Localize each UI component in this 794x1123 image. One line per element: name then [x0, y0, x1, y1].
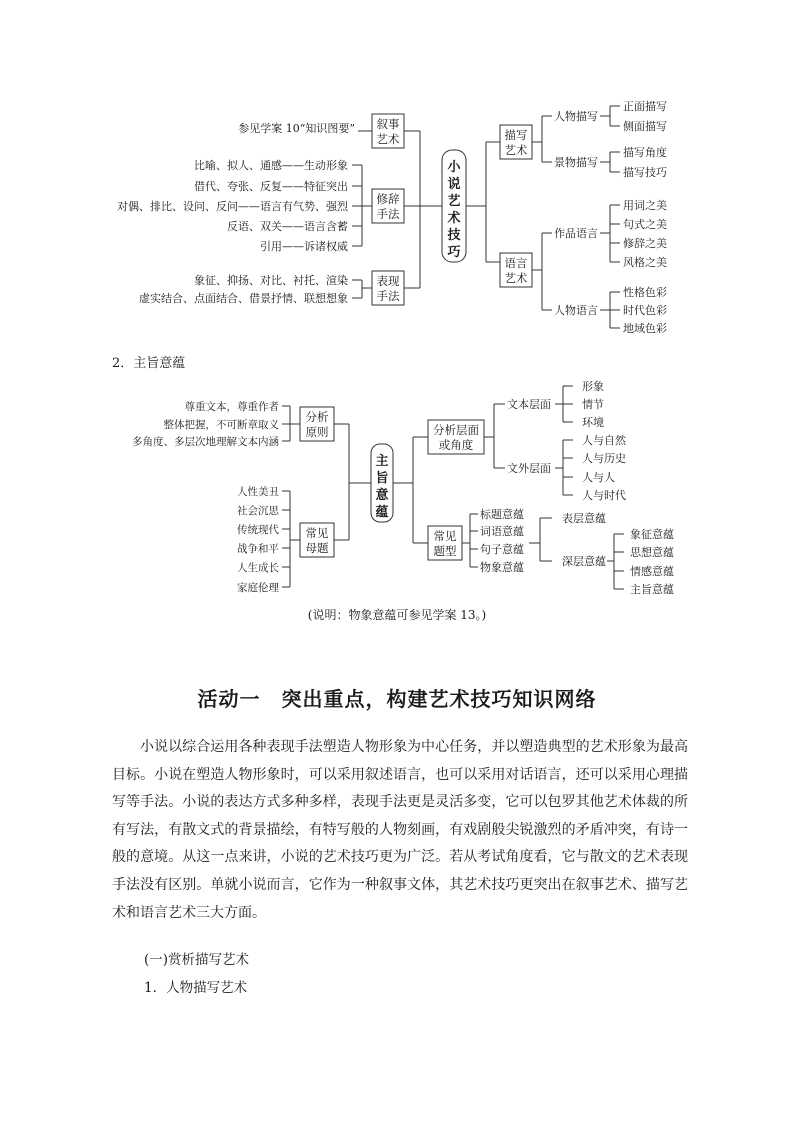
- leaf-item: 对偶、排比、设问、反问——语言有气势、强烈: [117, 200, 348, 213]
- leaf-item: 描写角度: [623, 146, 667, 159]
- box-label: 艺术: [376, 132, 400, 146]
- box-label: 手法: [376, 289, 400, 303]
- leaf-item: 人与时代: [582, 489, 626, 502]
- leaf-item: 侧面描写: [623, 120, 667, 133]
- branch-label: 作品语言: [554, 227, 598, 240]
- center-char: 意: [375, 488, 389, 503]
- leaf-item: 家庭伦理: [237, 582, 279, 594]
- leaf-item: 社会沉思: [237, 505, 279, 517]
- activity-title: 活动一 突出重点，构建艺术技巧知识网络: [197, 687, 597, 711]
- leaf-item: 形象: [582, 380, 604, 393]
- leaf-item: 反语、双关——语言含蓄: [227, 220, 348, 233]
- center-char: 技: [447, 228, 461, 243]
- leaf-item: 人与人: [582, 471, 615, 484]
- center-char: 巧: [447, 245, 461, 260]
- leaf-item: 引用——诉诸权威: [260, 240, 348, 253]
- leaf-item: 参见学案 10“知识图要”: [238, 122, 355, 135]
- leaf-item: 正面描写: [623, 100, 667, 113]
- section-heading: 2．主旨意蕴: [112, 356, 186, 371]
- box-label: 分析层面: [433, 423, 479, 437]
- center-char: 蕴: [375, 505, 389, 520]
- box-label: 分析: [305, 410, 329, 424]
- leaf-item: 描写技巧: [623, 166, 667, 179]
- leaf-item: 战争和平: [237, 543, 279, 555]
- center-char: 旨: [375, 471, 389, 486]
- center-char: 小: [447, 160, 461, 175]
- leaf-item: 多角度、多层次地理解文本内涵: [132, 436, 279, 448]
- branch-label: 人物语言: [554, 304, 598, 317]
- branch-label: 深层意蕴: [562, 555, 606, 568]
- leaf-item: 地域色彩: [623, 322, 667, 335]
- branch-label: 人物描写: [554, 110, 598, 123]
- box-label: 手法: [376, 207, 400, 221]
- branch-label: 景物描写: [554, 156, 598, 169]
- diagram-note: (说明：物象意蕴可参见学案 13。): [307, 608, 487, 622]
- leaf-item: 人性美丑: [237, 486, 279, 498]
- leaf-item: 性格色彩: [623, 286, 667, 299]
- branch-label: 表层意蕴: [562, 512, 606, 525]
- box-label: 艺术: [504, 143, 528, 157]
- leaf-item: 整体把握，不可断章取义: [163, 419, 279, 431]
- box-label: 描写: [504, 128, 528, 142]
- leaf-item: 象征意蕴: [630, 528, 674, 541]
- center-char: 主: [375, 454, 389, 469]
- leaf-item: 虚实结合、点面结合、借景抒情、联想想象: [139, 292, 348, 305]
- leaf-item: 尊重文本，尊重作者: [184, 401, 279, 413]
- box-label: 艺术: [504, 271, 528, 285]
- leaf-item: 思想意蕴: [630, 546, 674, 559]
- leaf-item: 情节: [582, 398, 604, 411]
- leaf-item: 比喻、拟人、通感——生动形象: [194, 159, 348, 172]
- leaf-item: 用词之美: [623, 199, 667, 212]
- center-char: 说: [447, 177, 461, 192]
- leaf-item: 人与自然: [582, 434, 626, 447]
- theme-meaning-mindmap: [0, 372, 794, 602]
- leaf-item: 标题意蕴: [480, 508, 524, 521]
- subheading: (一)赏析描写艺术: [144, 952, 250, 968]
- leaf-item: 物象意蕴: [480, 561, 524, 574]
- box-label: 母题: [305, 541, 329, 555]
- leaf-item: 人与历史: [582, 452, 626, 465]
- leaf-item: 时代色彩: [623, 304, 667, 317]
- subheading: 1．人物描写艺术: [144, 980, 248, 996]
- box-label: 修辞: [376, 192, 400, 206]
- leaf-item: 情感意蕴: [630, 565, 674, 578]
- leaf-item: 环境: [582, 416, 604, 429]
- box-label: 语言: [504, 256, 528, 270]
- leaf-item: 象征、抑扬、对比、衬托、渲染: [194, 274, 348, 287]
- box-label: 常见: [305, 526, 329, 540]
- art-techniques-mindmap: [0, 0, 794, 350]
- body-paragraph: 小说以综合运用各种表现手法塑造人物形象为中心任务，并以塑造典型的艺术形象为最高目标。小说在塑造人物形象时，可以采用叙述语言，也可以采用对话语言，还可以采用心理描写等手法。小说的表达方式多种多样，表现手法更是灵活多变，它可以包罗其他艺术体裁的所有写法，有散文式的背景描绘，有特写般的人物刻画，有戏剧般尖锐激烈的矛盾冲突，有诗一般的意境。从这一点来讲，小说的艺术技巧更为广泛。若从考试角度看，它与散文的艺术表现手法没有区别。单就小说而言，它作为一种叙事文体，其艺术技巧更突出在叙事艺术、描写艺术和语言艺术三大方面。: [112, 739, 688, 921]
- box-label: 常见: [433, 529, 457, 543]
- leaf-item: 句子意蕴: [480, 543, 524, 556]
- leaf-item: 主旨意蕴: [630, 583, 674, 596]
- center-char: 艺: [447, 194, 461, 209]
- leaf-item: 人生成长: [237, 562, 279, 574]
- leaf-item: 词语意蕴: [480, 525, 524, 538]
- leaf-item: 风格之美: [623, 256, 667, 269]
- center-char: 术: [447, 211, 461, 226]
- box-label: 原则: [305, 425, 329, 439]
- leaf-item: 句式之美: [623, 218, 667, 231]
- box-label: 叙事: [376, 117, 400, 131]
- box-label: 题型: [433, 544, 457, 558]
- leaf-item: 传统现代: [237, 524, 279, 536]
- leaf-item: 修辞之美: [623, 237, 667, 250]
- box-label: 表现: [376, 274, 400, 288]
- branch-label: 文本层面: [507, 398, 551, 411]
- leaf-item: 借代、夸张、反复——特征突出: [194, 180, 348, 193]
- branch-label: 文外层面: [507, 462, 551, 475]
- box-label: 或角度: [438, 438, 474, 452]
